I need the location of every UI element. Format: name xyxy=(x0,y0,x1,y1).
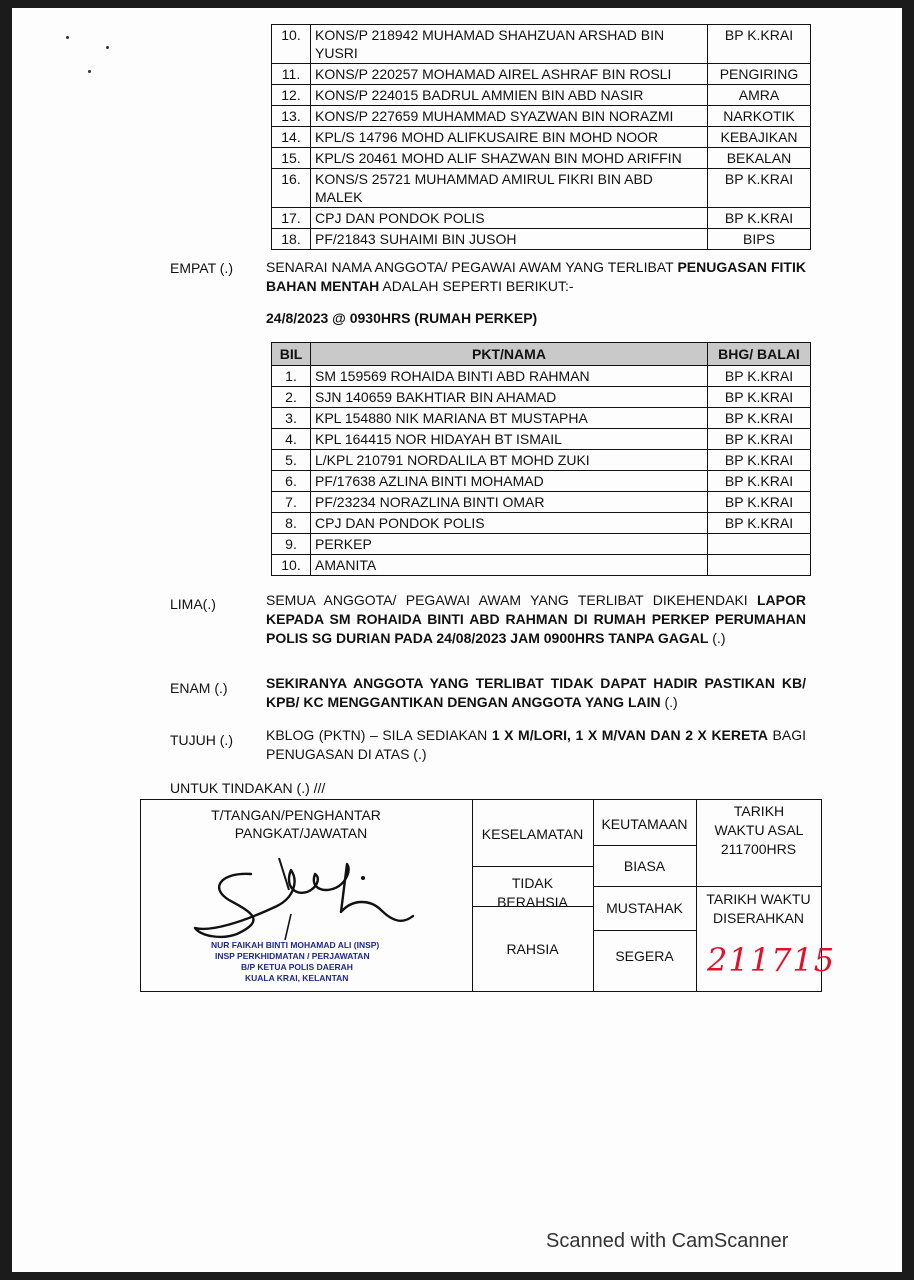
section-label-lima: LIMA(.) xyxy=(170,596,216,612)
table-row xyxy=(272,408,811,429)
cell-unit: AMRA xyxy=(708,85,811,106)
cell-unit: BP K.KRAI xyxy=(708,387,811,408)
divider xyxy=(472,866,593,867)
cell-name: KPL 154880 NIK MARIANA BT MUSTAPHA xyxy=(311,408,708,429)
table-row xyxy=(272,429,811,450)
cell-unit xyxy=(708,555,811,576)
cell-num: 12. xyxy=(272,85,311,106)
cell-name: KONS/P 227659 MUHAMMAD SYAZWAN BIN NORAZMI xyxy=(311,106,708,127)
table-row xyxy=(272,492,811,513)
table-row xyxy=(272,229,811,250)
cell-name: PF/21843 SUHAIMI BIN JUSOH xyxy=(311,229,708,250)
cell-name: PF/23234 NORAZLINA BINTI OMAR xyxy=(311,492,708,513)
handwritten-delivery-time: 211715 xyxy=(707,941,836,979)
table-row xyxy=(272,169,811,208)
cell-name: KPL 164415 NOR HIDAYAH BT ISMAIL xyxy=(311,429,708,450)
camscanner-watermark: Scanned with CamScanner xyxy=(546,1230,789,1252)
divider xyxy=(696,800,697,991)
keutamaan-label: KEUTAMAAN xyxy=(601,816,688,832)
divider xyxy=(696,886,821,887)
cell-unit: BP K.KRAI xyxy=(708,450,811,471)
cell-num: 10. xyxy=(272,25,311,64)
divider xyxy=(593,886,696,887)
table-row xyxy=(272,534,811,555)
assignment-subheading: 24/8/2023 @ 0930HRS (RUMAH PERKEP) xyxy=(266,310,538,326)
action-line: UNTUK TINDAKAN (.) /// xyxy=(170,780,326,796)
cell-num: 5. xyxy=(272,450,311,471)
section-text-tujuh: KBLOG (PKTN) – SILA SEDIAKAN 1 X M/LORI, 1 X M/VAN DAN 2 X KERETA BAGI PENUGASAN DI ATAS (.) xyxy=(266,727,806,762)
official-stamp-position: INSP PERKHIDMATAN / PERJAWATAN xyxy=(215,951,370,961)
cell-num: 14. xyxy=(272,127,311,148)
priority-biasa: BIASA xyxy=(623,858,666,874)
cell-unit xyxy=(708,534,811,555)
cell-unit: NARKOTIK xyxy=(708,106,811,127)
scan-speck xyxy=(106,46,109,49)
tarikh-serah-label: TARIKH WAKTU DISERAHKAN xyxy=(706,891,811,926)
table-row xyxy=(272,555,811,576)
cell-unit: BP K.KRAI xyxy=(708,366,811,387)
cell-name: KPL/S 14796 MOHD ALIFKUSAIRE BIN MOHD NOOR xyxy=(311,127,708,148)
table-row xyxy=(272,387,811,408)
cell-name: SJN 140659 BAKHTIAR BIN AHAMAD xyxy=(311,387,708,408)
cell-unit: BP K.KRAI xyxy=(708,429,811,450)
cell-name: L/KPL 210791 NORDALILA BT MOHD ZUKI xyxy=(311,450,708,471)
priority-mustahak: MUSTAHAK xyxy=(606,900,683,916)
cell-num: 16. xyxy=(272,169,311,208)
cell-num: 4. xyxy=(272,429,311,450)
scan-speck xyxy=(88,70,91,73)
cell-name: KONS/S 25721 MUHAMMAD AMIRUL FIKRI BIN ABD MALEK xyxy=(311,169,708,208)
cell-name: PERKEP xyxy=(311,534,708,555)
classification-tidak-berahsia: TIDAK BERAHSIA xyxy=(497,875,568,910)
table-row xyxy=(272,148,811,169)
assignment-table xyxy=(271,342,811,576)
cell-unit: BP K.KRAI xyxy=(708,492,811,513)
cell-num: 17. xyxy=(272,208,311,229)
table-row xyxy=(272,127,811,148)
cell-num: 2. xyxy=(272,387,311,408)
document-page xyxy=(12,8,902,1272)
cell-num: 8. xyxy=(272,513,311,534)
table-row xyxy=(272,366,811,387)
cell-name: CPJ DAN PONDOK POLIS xyxy=(311,208,708,229)
table-row xyxy=(272,106,811,127)
handwritten-signature xyxy=(181,850,421,940)
section-text-enam: SEKIRANYA ANGGOTA YANG TERLIBAT TIDAK DAPAT HADIR PASTIKAN KB/ KPB/ KC MENGGANTIKAN DENGAN ANGGOTA YANG LAIN (.) xyxy=(266,675,806,710)
section-text-empat: SENARAI NAMA ANGGOTA/ PEGAWAI AWAM YANG TERLIBAT PENUGASAN FITIK BAHAN MENTAH ADALAH SEPERTI BERIKUT:- xyxy=(266,259,806,294)
official-stamp-name: NUR FAIKAH BINTI MOHAMAD ALI (INSP) xyxy=(211,940,380,950)
tarikh-asal-label: TARIKH WAKTU ASAL xyxy=(714,803,804,838)
table-row xyxy=(272,25,811,64)
cell-name: SM 159569 ROHAIDA BINTI ABD RAHMAN xyxy=(311,366,708,387)
official-stamp-office: B/P KETUA POLIS DAERAH xyxy=(241,962,353,972)
cell-unit: BP K.KRAI xyxy=(708,513,811,534)
priority-segera: SEGERA xyxy=(615,948,674,964)
keselamatan-label: KESELAMATAN xyxy=(481,826,584,842)
cell-num: 3. xyxy=(272,408,311,429)
cell-name: CPJ DAN PONDOK POLIS xyxy=(311,513,708,534)
cell-num: 15. xyxy=(272,148,311,169)
cell-name: PF/17638 AZLINA BINTI MOHAMAD xyxy=(311,471,708,492)
cell-unit: BIPS xyxy=(708,229,811,250)
cell-num: 18. xyxy=(272,229,311,250)
cell-num: 9. xyxy=(272,534,311,555)
table-row xyxy=(272,208,811,229)
sender-label: T/TANGAN/PENGHANTAR xyxy=(211,807,381,823)
header-bil: BIL xyxy=(272,343,311,366)
tarikh-asal-value: 211700HRS xyxy=(720,841,797,857)
cell-num: 11. xyxy=(272,64,311,85)
classification-rahsia: RAHSIA xyxy=(506,941,559,957)
rank-label: PANGKAT/JAWATAN xyxy=(234,825,368,841)
cell-unit: KEBAJIKAN xyxy=(708,127,811,148)
cell-name: AMANITA xyxy=(311,555,708,576)
divider xyxy=(593,930,696,931)
cell-unit: BP K.KRAI xyxy=(708,169,811,208)
signature-classification-box xyxy=(140,799,836,992)
cell-unit: BP K.KRAI xyxy=(708,208,811,229)
personnel-table-continued xyxy=(271,24,811,250)
section-label-enam: ENAM (.) xyxy=(170,680,228,696)
cell-num: 1. xyxy=(272,366,311,387)
table-row xyxy=(272,450,811,471)
cell-unit: BP K.KRAI xyxy=(708,408,811,429)
cell-name: KONS/P 220257 MOHAMAD AIREL ASHRAF BIN ROSLI xyxy=(311,64,708,85)
table-row xyxy=(272,513,811,534)
section-label-empat: EMPAT (.) xyxy=(170,260,233,276)
cell-num: 7. xyxy=(272,492,311,513)
cell-unit: PENGIRING xyxy=(708,64,811,85)
cell-name: KONS/P 218942 MUHAMAD SHAHZUAN ARSHAD BIN YUSRI xyxy=(311,25,708,64)
table-row xyxy=(272,471,811,492)
header-pkt-nama: PKT/NAMA xyxy=(311,343,708,366)
section-label-tujuh: TUJUH (.) xyxy=(170,732,233,748)
cell-unit: BEKALAN xyxy=(708,148,811,169)
official-stamp-location: KUALA KRAI, KELANTAN xyxy=(245,973,349,983)
cell-name: KPL/S 20461 MOHD ALIF SHAZWAN BIN MOHD ARIFFIN xyxy=(311,148,708,169)
cell-unit: BP K.KRAI xyxy=(708,25,811,64)
table-row xyxy=(272,85,811,106)
cell-num: 13. xyxy=(272,106,311,127)
scan-speck xyxy=(66,36,69,39)
cell-num: 6. xyxy=(272,471,311,492)
header-bhg-balai: BHG/ BALAI xyxy=(708,343,811,366)
table-header-row xyxy=(272,343,811,366)
table-row xyxy=(272,64,811,85)
cell-num: 10. xyxy=(272,555,311,576)
cell-unit: BP K.KRAI xyxy=(708,471,811,492)
section-text-lima: SEMUA ANGGOTA/ PEGAWAI AWAM YANG TERLIBAT DIKEHENDAKI LAPOR KEPADA SM ROHAIDA BINTI ABD RAHMAN DI RUMAH PERKEP PERUMAHAN POLIS SG DURIAN PADA 24/08/2023 JAM 0900HRS TANPA GAGAL (.) xyxy=(266,592,806,646)
divider xyxy=(593,845,696,846)
cell-name: KONS/P 224015 BADRUL AMMIEN BIN ABD NASIR xyxy=(311,85,708,106)
